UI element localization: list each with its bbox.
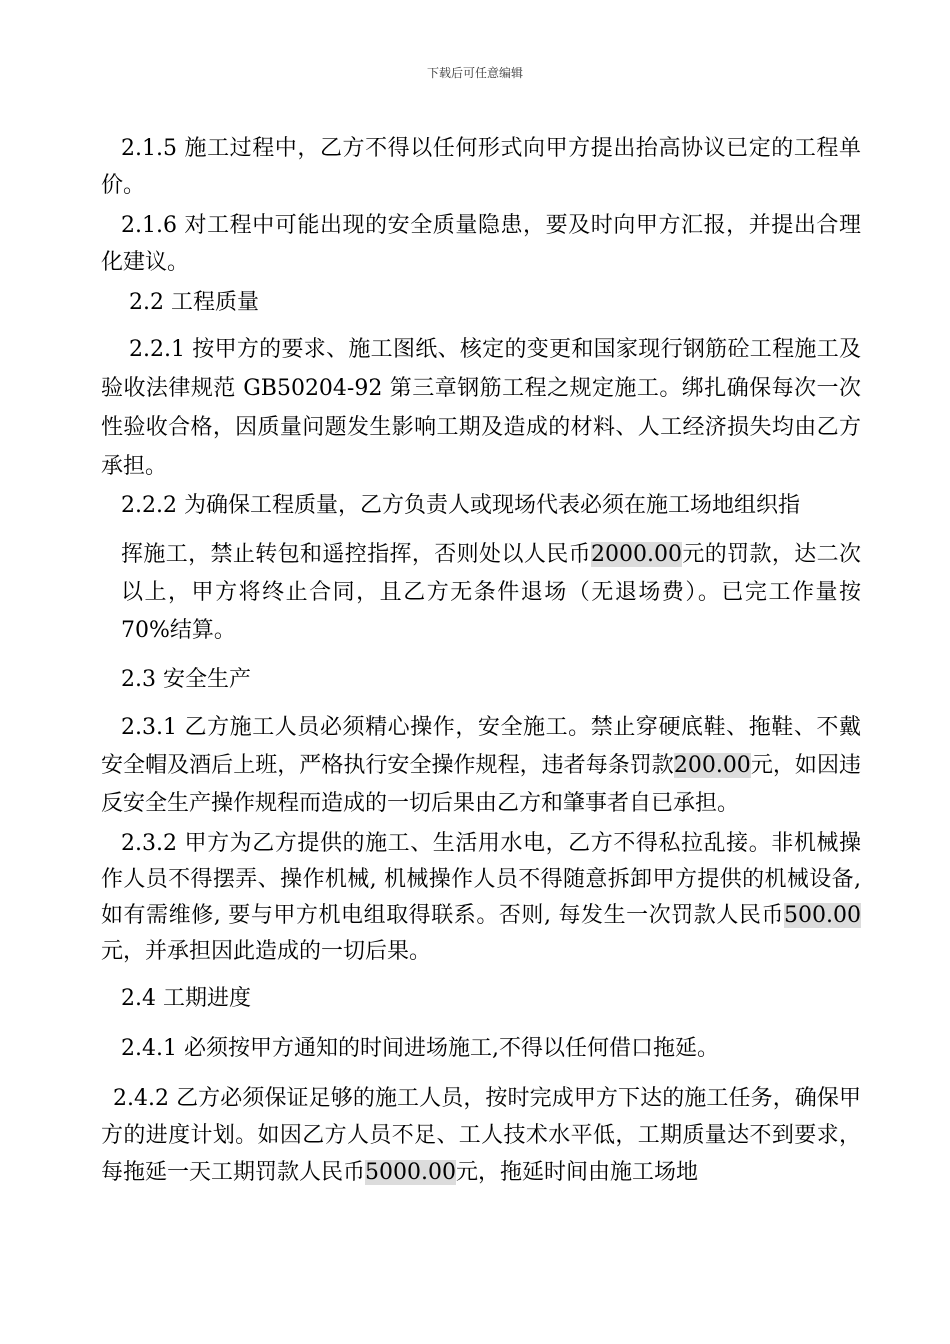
clause-text: 元，如因违反安全生产操作规程而造成的一切后果由乙方和肇事者自已承担。 [101,753,861,816]
section-heading-2-2 [101,284,861,321]
clause-text: 2.2.2 为确保工程质量，乙方负责人或现场代表必须在施工场地组织指 [121,493,800,518]
section-heading-2-4 [101,980,861,1017]
clause-text: 挥施工，禁止转包和遥控指挥，否则处以人民币 [121,542,591,567]
heading-text: 2.4 工期进度 [121,986,251,1011]
clause-2-2-2 [101,487,861,650]
clause-text: 2.1.5 施工过程中，乙方不得以任何形式向甲方提出抬高协议已定的工程单价。 [101,136,861,198]
clause-body [101,536,861,650]
clause-2-1-5 [101,130,861,204]
clause-text: 2.2.1 按甲方的要求、施工图纸、核定的变更和国家现行钢筋砼工程施工及验收法律规范 GB50204-92 第三章钢筋工程之规定施工。绑扎确保每次一次性验收合格，因质量问题发生影响工期及造成的材料、人工经济损失均由乙方承担。 [101,337,861,479]
clause-2-4-2 [101,1080,861,1191]
page-header: 下载后可任意编辑 [426,66,523,80]
clause-text: 元，拖延时间由施工场地 [456,1160,699,1185]
clause-text: 2.3.1 乙方施工人员必须精心操作，安全施工。禁止穿硬底鞋、拖鞋、不戴安全帽及酒后上班，严格执行安全操作规程，违者每条罚款 [101,715,861,778]
penalty-amount: 2000.00 [590,542,682,567]
clause-text: 2.4.2 乙方必须保证足够的施工人员，按时完成甲方下达的施工任务，确保甲方的进度计划。如因乙方人员不足、工人技术水平低，工期质量达不到要求，每拖延一天工期罚款人民币 [101,1086,861,1185]
clause-2-2-1 [101,330,861,486]
penalty-amount: 500.00 [784,903,861,928]
clause-text: 元，并承担因此造成的一切后果。 [101,939,432,964]
heading-text: 2.2 工程质量 [129,290,259,315]
clause-2-3-2 [101,826,861,970]
penalty-amount: 200.00 [673,753,751,778]
document-body [101,130,861,1191]
penalty-amount: 5000.00 [365,1160,456,1185]
heading-text: 2.3 安全生产 [121,667,251,692]
clause-2-1-6 [101,207,861,281]
clause-2-4-1 [101,1030,861,1067]
clause-text: 2.3.2 甲方为乙方提供的施工、生活用水电，乙方不得私拉乱接。非机械操作人员不得摆弄、操作机械, 机械操作人员不得随意拆卸甲方提供的机械设备, 如有需维修, 要与甲方机电组取得联系。否则, 每发生一次罚款人民币 [101,831,861,928]
clause-text: 2.4.1 必须按甲方通知的时间进场施工,不得以任何借口拖延。 [121,1036,719,1061]
clause-text: 元的罚款，达二次以上，甲方将终止合同，且乙方无条件退场（无退场费）。已完工作量按 70%结算。 [121,542,861,643]
clause-2-3-1 [101,709,861,823]
section-heading-2-3 [101,661,861,698]
clause-first-line [101,487,861,525]
clause-text: 2.1.6 对工程中可能出现的安全质量隐患，要及时向甲方汇报，并提出合理化建议。 [101,213,861,275]
